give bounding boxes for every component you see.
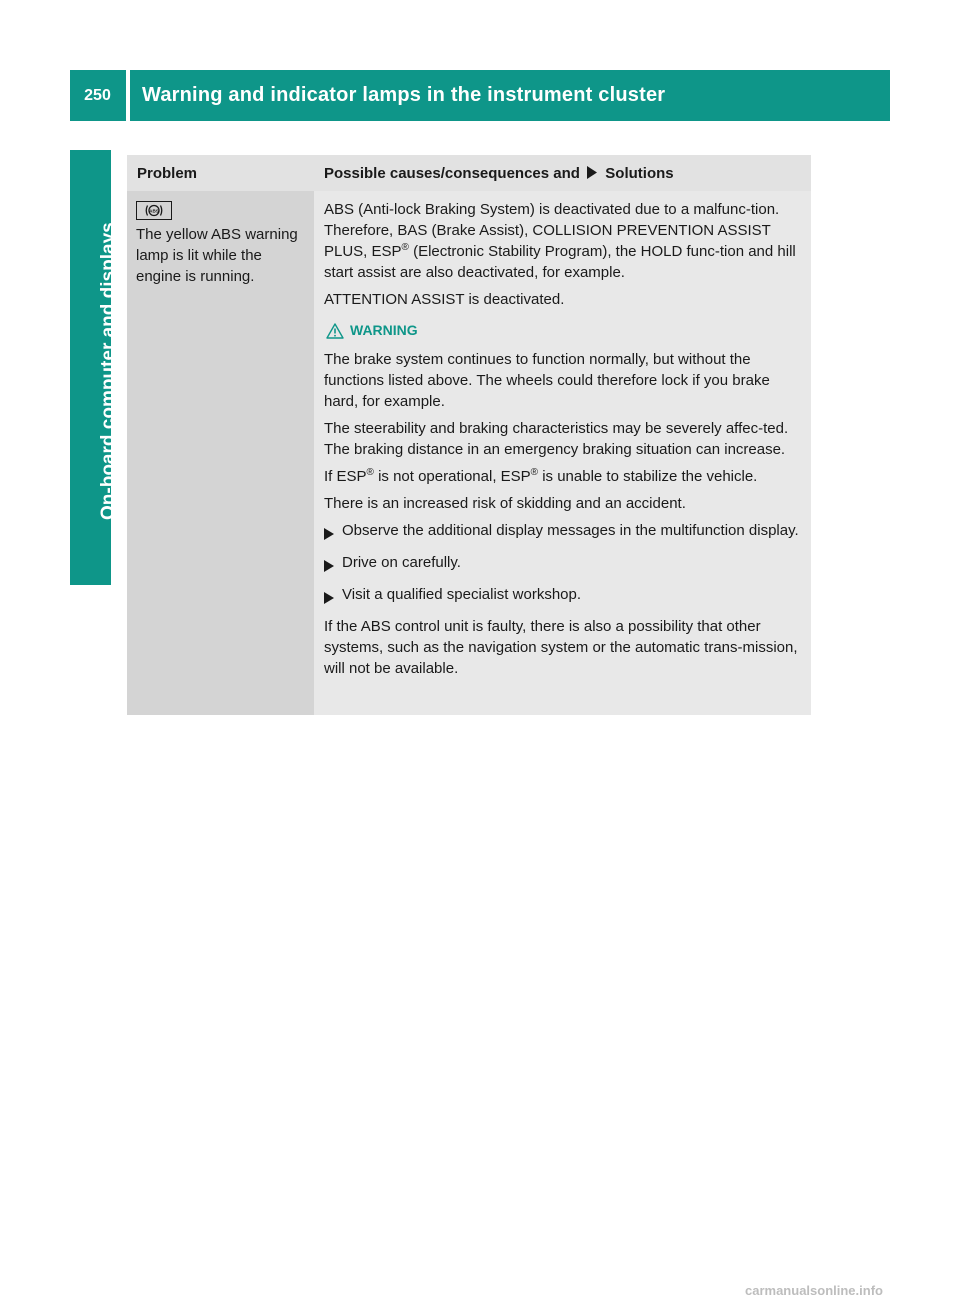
- warning-heading: [324, 320, 805, 341]
- list-item: [324, 552, 805, 578]
- table-row: [127, 191, 811, 715]
- problem-cell: [127, 191, 314, 715]
- warning-lamp-table: [127, 155, 811, 715]
- warning-paragraph-2: The steerability and braking characteristics may be severely affec-ted. The braking distance in an emergency braking situation can increase.: [324, 420, 789, 458]
- list-item-text: Drive on carefully.: [342, 554, 461, 571]
- column-header-problem: Problem: [137, 165, 198, 182]
- page-title: Warning and indicator lamps in the instrument cluster: [142, 84, 666, 106]
- section-side-label: On-board computer and displays: [98, 222, 119, 520]
- warning-triangle-icon: [326, 323, 344, 339]
- svg-text:ABS: ABS: [149, 208, 159, 214]
- solutions-cell: [314, 191, 811, 715]
- esp-paragraph: [324, 466, 805, 487]
- risk-paragraph: There is an increased risk of skidding and an accident.: [324, 495, 686, 512]
- column-header-solutions-suffix: Solutions: [605, 165, 674, 182]
- faulty-unit-paragraph: If the ABS control unit is faulty, there is also a possibility that other systems, such as the navigation system or the automatic trans-mission, will not be available.: [324, 618, 798, 677]
- intro-paragraph: [324, 199, 805, 283]
- arrow-right-icon: [586, 166, 598, 179]
- arrow-right-icon: [324, 584, 342, 610]
- list-item: [324, 584, 805, 610]
- registered-mark: ®: [530, 467, 539, 478]
- abs-warning-icon: [136, 201, 172, 220]
- column-header-solutions: [314, 155, 811, 191]
- esp-text-a: If ESP: [324, 468, 367, 485]
- list-item-text: Visit a qualified specialist workshop.: [342, 586, 582, 603]
- intro-text-b: (Electronic Stability Program), the HOLD func-tion and hill start assist are also deactivated, for example.: [324, 243, 796, 281]
- list-item-text: Observe the additional display messages in the multifunction display.: [342, 522, 799, 539]
- registered-mark: ®: [366, 467, 374, 478]
- esp-text-c: is unable to stabilize the vehicle.: [538, 468, 758, 485]
- esp-text-b: is not operational, ESP: [373, 468, 531, 485]
- header-divider: [126, 70, 130, 121]
- problem-description: The yellow ABS warning lamp is lit while the engine is running.: [136, 226, 298, 285]
- intro-text-a: ABS (Anti-lock Braking System) is deactivated due to a malfunc-tion. Therefore, BAS (Brake Assist), COLLISION PREVENTION ASSIST PLUS, ESP: [324, 201, 780, 260]
- watermark-text: carmanualsonline.info: [745, 1283, 883, 1298]
- warning-label: WARNING: [350, 322, 418, 338]
- registered-mark: ®: [401, 242, 409, 253]
- attention-paragraph: ATTENTION ASSIST is deactivated.: [324, 291, 565, 308]
- warning-paragraph-1: The brake system continues to function normally, but without the functions listed above. The wheels could therefore lock if you brake hard, for example.: [324, 351, 770, 410]
- page-number: 250: [84, 86, 111, 104]
- column-header-solutions-prefix: Possible causes/consequences and: [324, 165, 580, 182]
- list-item: [324, 520, 805, 546]
- arrow-right-icon: [324, 520, 342, 546]
- arrow-right-icon: [324, 552, 342, 578]
- page-header: [70, 70, 890, 121]
- table-header-row: [127, 155, 811, 191]
